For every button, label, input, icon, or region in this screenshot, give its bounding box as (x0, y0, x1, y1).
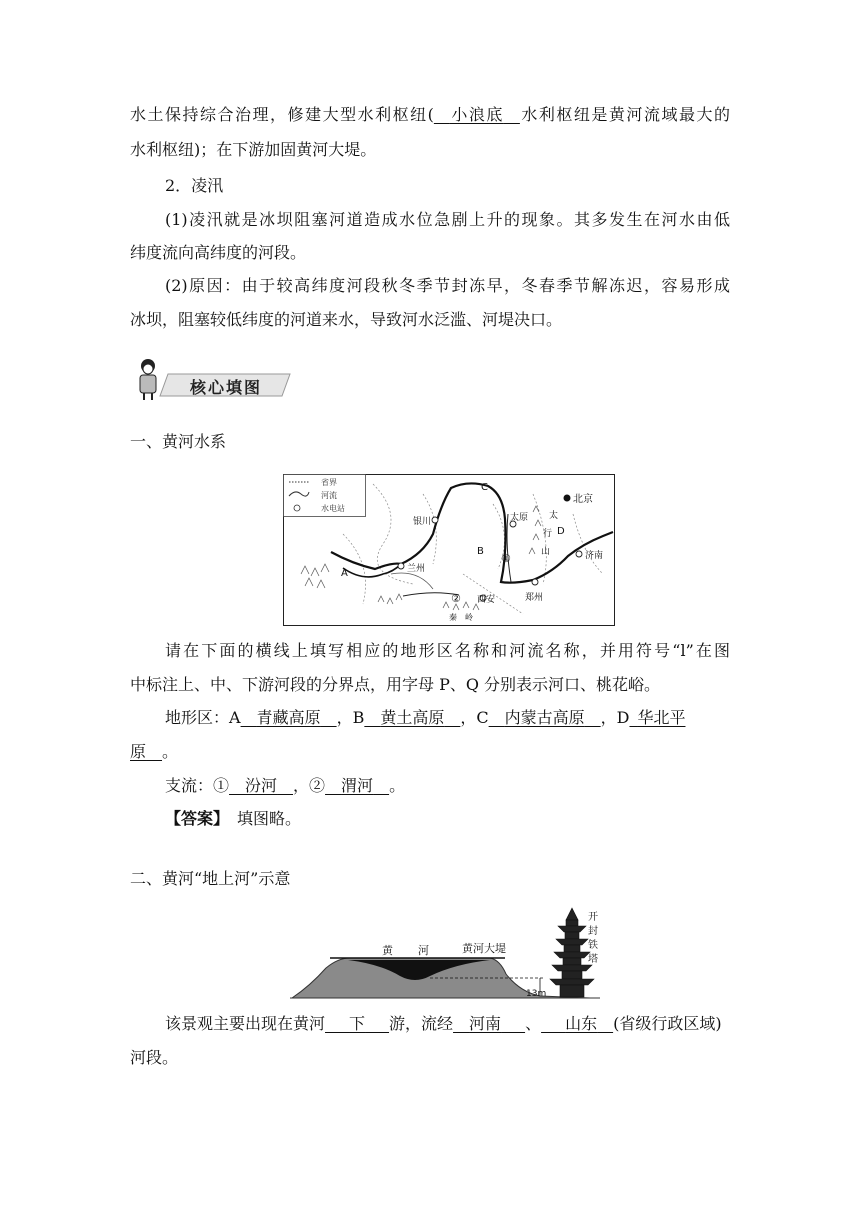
question-line-2: 河段。 (130, 1048, 179, 1067)
terrain-line-2: 原 。 (130, 742, 179, 761)
section-banner (130, 356, 300, 402)
section-banner-label: 核心填图 (190, 378, 263, 397)
river-char-he: 河 (418, 944, 429, 957)
answer-label: 【答案】 (165, 809, 230, 828)
answer-blank-A: 青藏高原 (256, 708, 321, 727)
answer-blank-xiaolangdi (434, 105, 520, 124)
answer-text: 小浪底 (449, 105, 504, 124)
city-zhengzhou: 郑州 (525, 593, 544, 603)
answer-text: 填图略。 (237, 809, 302, 828)
answer-blank-shandong: 山东 (565, 1014, 598, 1033)
answer-blank-tributary-1: 汾河 (245, 776, 278, 795)
answer-blank-tributary-2: 渭河 (341, 776, 374, 795)
above-ground-river-diagram (290, 906, 610, 1002)
lingxun-p2-line1: (2)原因：由于较高纬度河段秋冬季节封冻早，冬春季节解冻迟，容易形成 (165, 276, 730, 295)
label-C: C (481, 482, 488, 493)
answer-blank-lower: 下 (349, 1014, 366, 1033)
tower-char-3: 铁 (588, 940, 598, 951)
tower-char-1: 开 (588, 912, 598, 923)
tower-char-4: 塔 (588, 954, 598, 965)
answer-blank-henan: 河南 (469, 1014, 502, 1033)
label-ling: 岭 (465, 613, 473, 622)
river-char-huang: 黄 (382, 944, 393, 957)
levee-label: 黄河大堤 (462, 942, 506, 955)
terrain-line-1: 地形区：A 青藏高原 ，B 黄土高原 ，C 内蒙古高原 ，D 华北平 (165, 708, 686, 727)
part1-title: 一、黄河水系 (130, 432, 227, 451)
legend-hydropower: 水电站 (321, 504, 345, 513)
tower-char-2: 封 (588, 926, 598, 937)
label-B: B (477, 546, 484, 557)
intro-line-2: 水利枢纽)；在下游加固黄河大堤。 (130, 140, 377, 159)
instruction-line-1: 请在下面的横线上填写相应的地形区名称和河流名称，并用符号“l”在图 (165, 641, 730, 660)
intro-line-1 (130, 105, 730, 125)
answer-blank-B: 黄土高原 (380, 708, 445, 727)
city-taiyuan: 太原 (510, 513, 529, 523)
intro-text: 水土保持综合治理，修建大型水利枢纽( (130, 105, 434, 124)
lingxun-heading: 2．凌汛 (165, 176, 224, 195)
tributary-line: 支流：① 汾河 ，② 渭河 。 (165, 776, 406, 795)
marker-2: ② (451, 592, 461, 605)
city-yinchuan: 银川 (413, 517, 432, 527)
marker-1: ① (501, 552, 511, 565)
city-lanzhou: 兰州 (407, 564, 426, 574)
intro-text: 水利枢纽是黄河流域最大的 (519, 105, 730, 124)
part2-title: 二、黄河“地上河”示意 (130, 869, 291, 888)
label-shan: 山 (541, 547, 551, 557)
height-label: 13m (526, 989, 547, 999)
label-A: A (341, 568, 348, 579)
city-xian: 西安 (477, 595, 496, 605)
yellow-river-map (283, 474, 615, 626)
label-hang: 行 (543, 529, 553, 539)
city-beijing: 北京 (573, 494, 593, 505)
label-D: D (557, 526, 565, 537)
lingxun-p1-line2: 纬度流向高纬度的河段。 (130, 243, 307, 262)
answer-blank-C: 内蒙古高原 (504, 708, 585, 727)
lingxun-p1-line1: (1)凌汛就是冰坝阻塞河道造成水位急剧上升的现象。其多发生在河水由低 (165, 210, 730, 229)
label-qin: 秦 (449, 613, 457, 622)
label-tai: 太 (549, 511, 559, 521)
answer-blank-D-cont: 原 (130, 742, 147, 761)
city-jinan: 济南 (585, 551, 604, 561)
lingxun-p2-line2: 冰坝，阻塞较低纬度的河道来水，导致河水泛滥、河堤决口。 (130, 310, 563, 329)
legend-river: 河流 (321, 491, 337, 500)
instruction-line-2: 中标注上、中、下游河段的分界点，用字母 P、Q 分别表示河口、桃花峪。 (130, 675, 661, 694)
question-line-1: 该景观主要出现在黄河 下 游，流经 河南 、 山东 (省级行政区域) (165, 1014, 722, 1033)
legend-boundary: 省界 (321, 478, 337, 487)
answer-line (165, 809, 730, 829)
answer-blank-D: 华北平 (637, 708, 686, 727)
